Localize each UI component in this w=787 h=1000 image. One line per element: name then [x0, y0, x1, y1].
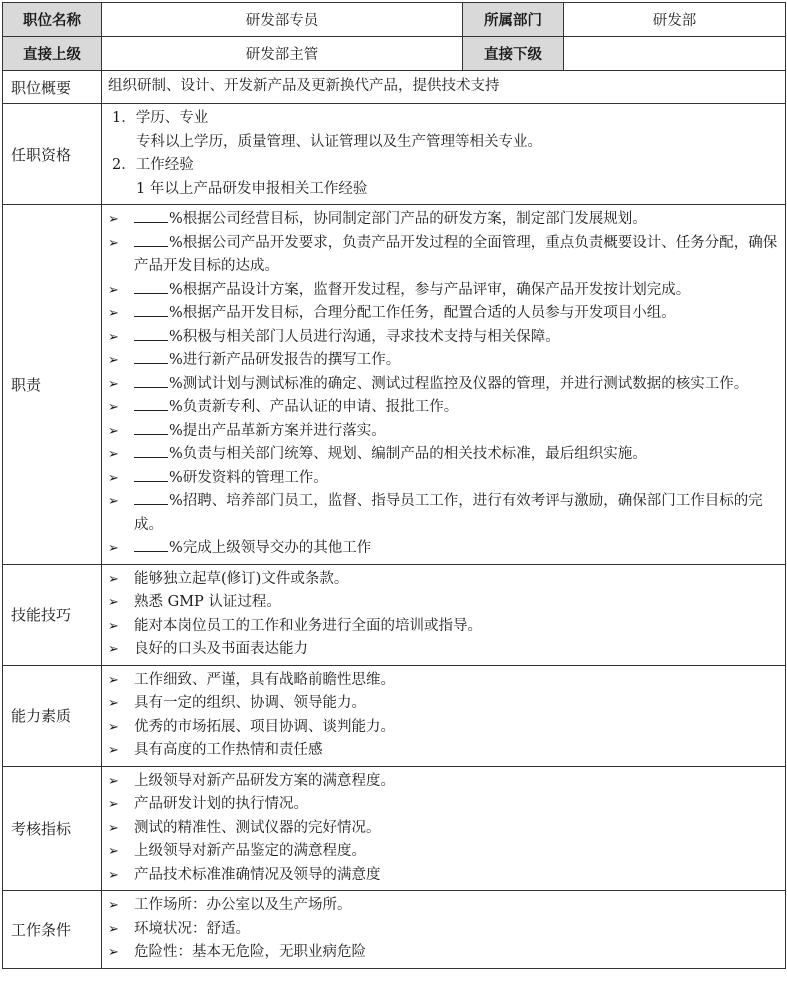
subordinate-value — [564, 37, 786, 71]
list-item-text: 熟悉 GMP 认证过程。 — [134, 594, 281, 610]
abilities-row — [3, 665, 786, 766]
arrow-bullet-icon: ➢ — [108, 282, 119, 298]
arrow-bullet-icon: ➢ — [108, 212, 119, 227]
list-item-text: 上级领导对新产品鉴定的满意程度。 — [134, 843, 366, 859]
list-item-text: 产品研发计划的执行情况。 — [134, 796, 308, 812]
percentage-blank — [134, 232, 168, 247]
arrow-bullet-icon: ➢ — [108, 797, 119, 812]
duty-text: %研发资料的管理工作。 — [169, 469, 328, 486]
conditions-cell — [102, 891, 786, 969]
position-name-value: 研发部专员 — [102, 3, 463, 37]
kpi-label: 考核指标 — [3, 766, 102, 891]
arrow-bullet-icon: ➢ — [108, 898, 119, 913]
overview-row — [3, 71, 786, 104]
abilities-list — [108, 669, 785, 763]
qualification-experience-text: 1 年以上产品研发申报相关工作经验 — [136, 180, 368, 197]
overview-text: 组织研制、设计、开发新产品及更新换代产品，提供技术支持 — [108, 78, 500, 95]
duty-text: %积极与相关部门人员进行沟通，寻求技术支持与相关保障。 — [169, 328, 560, 345]
list-item-text: 良好的口头及书面表达能力 — [134, 641, 308, 657]
arrow-bullet-icon: ➢ — [108, 820, 119, 836]
list-item — [108, 894, 785, 918]
arrow-bullet-icon: ➢ — [108, 376, 119, 392]
list-item — [108, 941, 785, 965]
abilities-cell — [102, 665, 786, 766]
percentage-blank — [134, 537, 168, 552]
duty-text: %根据产品设计方案，监督开发过程，参与产品评审，确保产品开发按计划完成。 — [169, 281, 691, 298]
skills-label: 技能技巧 — [3, 564, 102, 665]
arrow-bullet-icon: ➢ — [108, 642, 119, 657]
duty-item — [108, 208, 785, 232]
qualifications-cell — [102, 104, 786, 205]
percentage-blank — [134, 443, 168, 458]
arrow-bullet-icon: ➢ — [108, 719, 119, 735]
list-item — [108, 669, 785, 693]
arrow-bullet-icon: ➢ — [108, 541, 119, 556]
kpi-row — [3, 766, 786, 891]
arrow-bullet-icon: ➢ — [108, 945, 119, 960]
arrow-bullet-icon: ➢ — [108, 595, 119, 610]
duty-text: %进行新产品研发报告的撰写工作。 — [169, 352, 401, 368]
percentage-blank — [134, 326, 168, 341]
arrow-bullet-icon: ➢ — [108, 921, 119, 937]
list-item — [108, 918, 785, 942]
duty-item — [108, 373, 785, 397]
duty-item — [108, 537, 785, 561]
arrow-bullet-icon: ➢ — [108, 400, 119, 415]
list-item — [108, 568, 785, 592]
kpi-list — [108, 770, 785, 888]
position-name-label: 职位名称 — [3, 3, 102, 37]
list-item-text: 优秀的市场拓展、项目协调、谈判能力。 — [134, 718, 395, 735]
header-row-2 — [3, 37, 786, 71]
arrow-bullet-icon: ➢ — [108, 353, 119, 368]
department-label: 所属部门 — [463, 3, 564, 37]
list-item — [108, 840, 785, 864]
arrow-bullet-icon: ➢ — [108, 773, 119, 789]
duty-item — [108, 396, 785, 420]
arrow-bullet-icon: ➢ — [108, 844, 119, 859]
duties-label: 职责 — [3, 205, 102, 565]
duty-item — [108, 232, 785, 279]
duty-text: %完成上级领导交办的其他工作 — [169, 540, 372, 556]
arrow-bullet-icon: ➢ — [108, 743, 119, 758]
arrow-bullet-icon: ➢ — [108, 423, 119, 439]
list-item — [108, 615, 785, 639]
list-item-text: 工作场所：办公室以及生产场所。 — [134, 897, 352, 913]
overview-label: 职位概要 — [3, 71, 102, 104]
list-item — [108, 817, 785, 841]
list-item-text: 测试的精准性、测试仪器的完好情况。 — [134, 819, 381, 836]
arrow-bullet-icon: ➢ — [108, 306, 119, 321]
conditions-list — [108, 894, 785, 965]
skills-row — [3, 564, 786, 665]
list-item-text: 上级领导对新产品研发方案的满意程度。 — [134, 772, 395, 789]
arrow-bullet-icon: ➢ — [108, 494, 119, 509]
duty-item — [108, 302, 785, 326]
duty-text: %根据公司经营目标，协同制定部门产品的研发方案，制定部门发展规划。 — [169, 211, 647, 227]
percentage-blank — [134, 420, 168, 435]
list-item-text: 危险性：基本无危险，无职业病危险 — [134, 944, 366, 960]
list-item-text: 能对本岗位员工的工作和业务进行全面的培训或指导。 — [134, 617, 482, 634]
list-item — [108, 692, 785, 716]
qualification-education-title: 1．学历、专业 — [112, 110, 209, 126]
list-item-text: 具有一定的组织、协调、领导能力。 — [134, 695, 366, 711]
percentage-blank — [134, 490, 168, 505]
percentage-blank — [134, 396, 168, 411]
conditions-row — [3, 891, 786, 969]
kpi-cell — [102, 766, 786, 891]
department-value: 研发部 — [564, 3, 786, 37]
list-item — [108, 591, 785, 615]
duty-item — [108, 443, 785, 467]
overview-cell — [102, 71, 786, 104]
arrow-bullet-icon: ➢ — [108, 235, 119, 251]
list-item — [108, 770, 785, 794]
percentage-blank — [134, 279, 168, 294]
duty-text: %负责新专利、产品认证的申请、报批工作。 — [169, 399, 459, 415]
arrow-bullet-icon: ➢ — [108, 696, 119, 711]
header-row-1 — [3, 3, 786, 37]
subordinate-label: 直接下级 — [463, 37, 564, 71]
arrow-bullet-icon: ➢ — [108, 329, 119, 345]
qualifications-row — [3, 104, 786, 205]
list-item-text: 工作细致、严谨，具有战略前瞻性思维。 — [134, 671, 395, 688]
percentage-blank — [134, 349, 168, 364]
list-item-text: 能够独立起草(修订)文件或条款。 — [134, 570, 349, 587]
job-description-table — [2, 2, 786, 969]
skills-cell — [102, 564, 786, 665]
conditions-label: 工作条件 — [3, 891, 102, 969]
arrow-bullet-icon: ➢ — [108, 672, 119, 688]
list-item — [108, 793, 785, 817]
qualifications-label: 任职资格 — [3, 104, 102, 205]
duty-item — [108, 420, 785, 444]
duty-item — [108, 490, 785, 537]
arrow-bullet-icon: ➢ — [108, 618, 119, 634]
skills-list — [108, 568, 785, 662]
list-item-text: 具有高度的工作热情和责任感 — [134, 742, 323, 758]
duty-item — [108, 349, 785, 373]
duty-text: %负责与相关部门统筹、规划、编制产品的相关技术标准，最后组织实施。 — [169, 446, 647, 462]
duties-list — [108, 208, 785, 561]
duty-text: %根据产品开发目标，合理分配工作任务，配置合适的人员参与开发项目小组。 — [169, 305, 676, 321]
qualification-experience-title: 2．工作经验 — [112, 157, 194, 173]
arrow-bullet-icon: ➢ — [108, 470, 119, 486]
percentage-blank — [134, 373, 168, 388]
list-item — [108, 638, 785, 662]
duty-item — [108, 467, 785, 491]
arrow-bullet-icon: ➢ — [108, 867, 119, 883]
percentage-blank — [134, 208, 168, 223]
duty-item — [108, 279, 785, 303]
list-item-text: 产品技术标准准确情况及领导的满意度 — [134, 866, 381, 883]
list-item — [108, 739, 785, 763]
percentage-blank — [134, 302, 168, 317]
superior-value: 研发部主管 — [102, 37, 463, 71]
superior-label: 直接上级 — [3, 37, 102, 71]
abilities-label: 能力素质 — [3, 665, 102, 766]
arrow-bullet-icon: ➢ — [108, 447, 119, 462]
duty-text: %招聘、培养部门员工，监督、指导员工工作，进行有效考评与激励，确保部门工作目标的完成。 — [134, 493, 763, 533]
duty-text: %测试计划与测试标准的确定、测试过程监控及仪器的管理，并进行测试数据的核实工作。 — [169, 375, 749, 392]
arrow-bullet-icon: ➢ — [108, 571, 119, 587]
duty-item — [108, 326, 785, 350]
percentage-blank — [134, 467, 168, 482]
duties-row — [3, 205, 786, 565]
list-item — [108, 864, 785, 888]
qualification-education-text: 专科以上学历，质量管理、认证管理以及生产管理等相关专业。 — [136, 133, 542, 150]
duty-text: %根据公司产品开发要求，负责产品开发过程的全面管理，重点负责概要设计、任务分配，确保产品开发目标的达成。 — [134, 234, 778, 274]
duties-cell — [102, 205, 786, 565]
list-item — [108, 716, 785, 740]
duty-text: %提出产品革新方案并进行落实。 — [169, 422, 386, 439]
list-item-text: 环境状况：舒适。 — [134, 920, 250, 937]
